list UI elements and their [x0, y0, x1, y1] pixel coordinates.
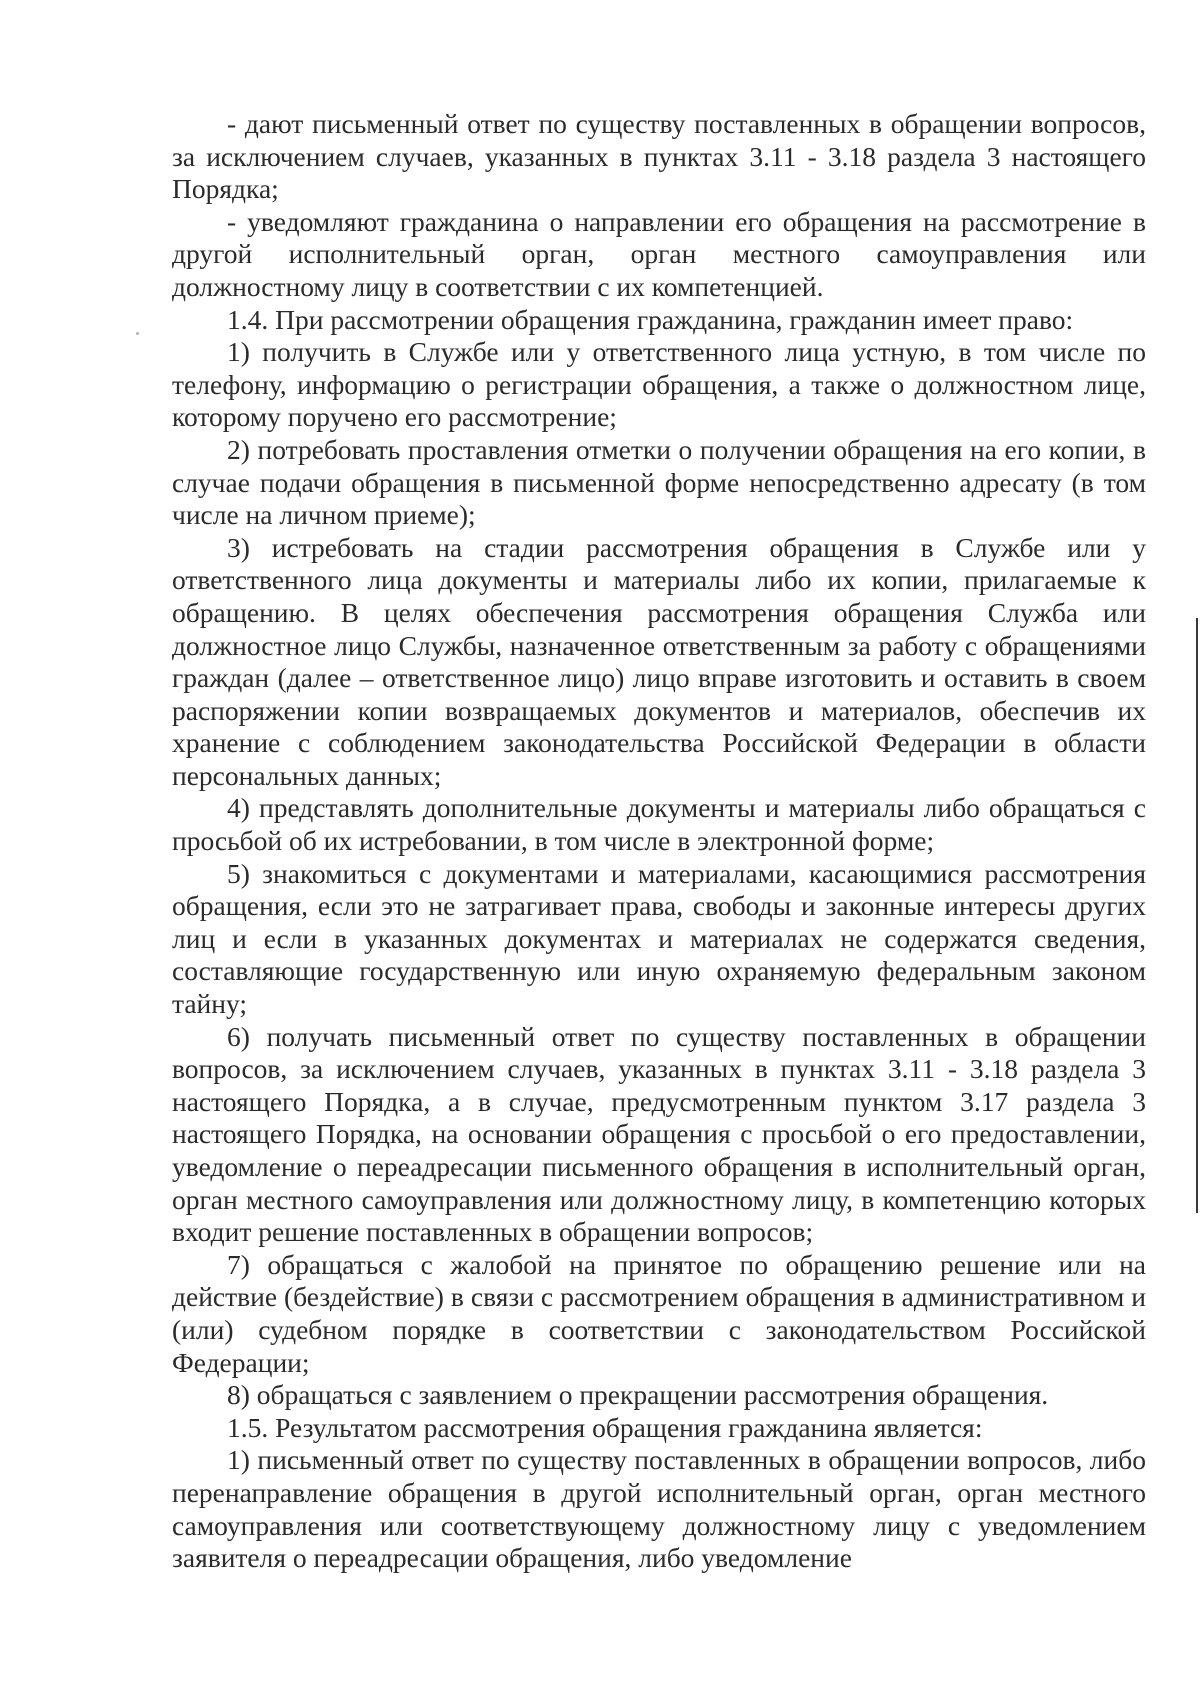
- paragraph-right-6: 6) получать письменный ответ по существу поставленных в обращении вопросов, за исключением случаев, указанных в пунктах 3.11 - 3.18 раздела 3 настоящего Порядка, а в случае, предусмотренным пунктом 3.17 раздела 3 настоящего Порядка, на основании обращения с просьбой о его предоставлении, уведомление о переадресации письменного обращения в исполнительный орган, орган местного самоуправления или должностному лицу, в компетенцию которых входит решение поставленных в обращении вопросов;: [172, 1020, 1146, 1248]
- paragraph-right-1: 1) получить в Службе или у ответственного лица устную, в том числе по телефону, информацию о регистрации обращения, а также о должностном лице, которому поручено его рассмотрение;: [172, 336, 1146, 433]
- paragraph-section-1-5: 1.5. Результатом рассмотрения обращения гражданина является:: [227, 1411, 983, 1443]
- scan-speck: [136, 332, 139, 335]
- paragraph-right-4: 4) представлять дополнительные документы и материалы либо обращаться с просьбой об их истребовании, в том числе в электронной форме;: [172, 792, 1146, 857]
- paragraph-section-1-4: 1.4. При рассмотрении обращения гражданина, гражданин имеет право:: [227, 303, 1074, 335]
- paragraph-right-5: 5) знакомиться с документами и материалами, касающимися рассмотрения обращения, если это не затрагивает права, свободы и законные интересы других лиц и если в указанных документах и материалах не содержатся сведения, составляющие государственную или иную охраняемую федеральным законом тайну;: [172, 857, 1146, 1020]
- paragraph-result-1: 1) письменный ответ по существу поставленных в обращении вопросов, либо перенаправление обращения в другой исполнительный орган, орган местного самоуправления или соответствующему должностному лицу с уведомлением заявителя о переадресации обращения, либо уведомление: [172, 1444, 1146, 1574]
- paragraph-written-answer: - дают письменный ответ по существу поставленных в обращении вопросов, за исключением случаев, указанных в пунктах 3.11 - 3.18 раздела 3 настоящего Порядка;: [172, 108, 1146, 205]
- paragraph-right-2: 2) потребовать проставления отметки о получении обращения на его копии, в случае подачи обращения в письменной форме непосредственно адресату (в том числе на личном приеме);: [172, 433, 1146, 531]
- paragraph-right-7: 7) обращаться с жалобой на принятое по обращению решение или на действие (бездействие) в связи с рассмотрением обращения в административном и (или) судебном порядке в соответствии с законодательством Российской Федерации;: [172, 1248, 1146, 1378]
- paragraph-notify-redirect: - уведомляют гражданина о направлении его обращения на рассмотрение в другой исполнительный орган, орган местного самоуправления или должностному лицу в соответствии с их компетенцией.: [172, 205, 1146, 302]
- document-body: [172, 108, 1146, 1575]
- page-edge-mark: [1196, 618, 1198, 1213]
- paragraph-right-8: 8) обращаться с заявлением о прекращении рассмотрения обращения.: [227, 1379, 1049, 1411]
- paragraph-right-3: 3) истребовать на стадии рассмотрения обращения в Службе или у ответственного лица документы и материалы либо их копии, прилагаемые к обращению. В целях обеспечения рассмотрения обращения Служба или должностное лицо Службы, назначенное ответственным за работу с обращениями граждан (далее – ответственное лицо) лицо вправе изготовить и оставить в своем распоряжении копии возвращаемых документов и материалов, обеспечив их хранение с соблюдением законодательства Российской Федерации в области персональных данных;: [172, 531, 1146, 791]
